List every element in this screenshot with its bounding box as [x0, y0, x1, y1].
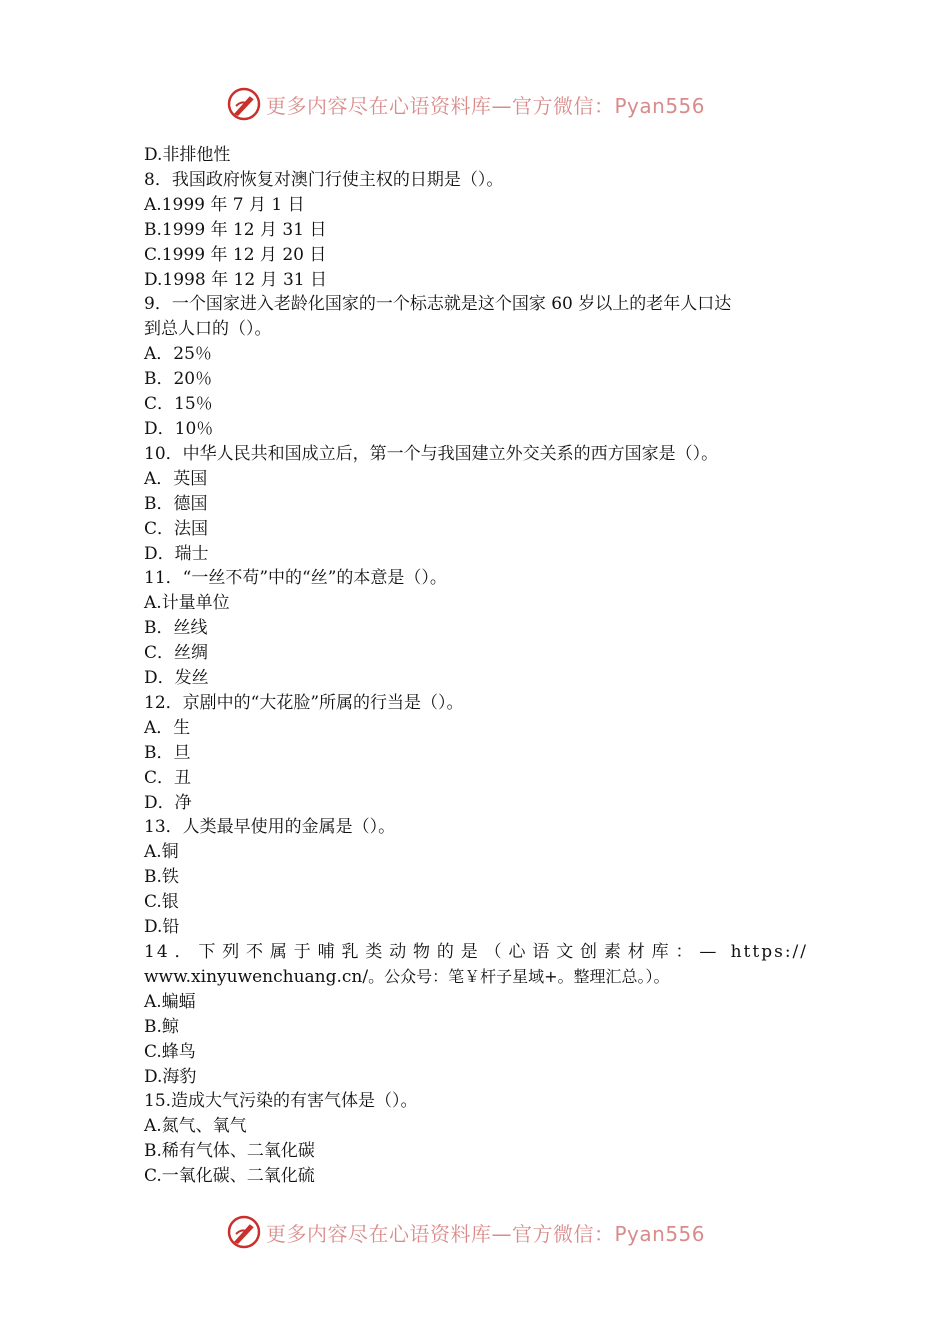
pen-logo-icon	[226, 86, 262, 122]
banner-text: 更多内容尽在心语资料库—官方微信：Pyan556	[266, 93, 706, 118]
q11-option-b: B．丝线	[144, 618, 208, 639]
q15-option-c: C.一氧化碳、二氧化硫	[144, 1166, 315, 1187]
footer-banner	[226, 1212, 705, 1252]
q15-option-b: B.稀有气体、二氧化碳	[144, 1141, 315, 1162]
q9-option-c: C．15％	[144, 394, 213, 415]
header-banner	[226, 84, 705, 124]
q9-option-a: A．25％	[144, 344, 212, 365]
q8-question: 8．我国政府恢复对澳门行使主权的日期是（）。	[144, 169, 504, 190]
q8-option-d: D.1998 年 12 月 31 日	[144, 269, 327, 290]
q7-option-d: D.非排他性	[144, 145, 231, 165]
q13-option-a: A.铜	[144, 842, 179, 863]
q12-question: 12．京剧中的“大花脸”所属的行当是（）。	[144, 692, 464, 713]
q12-option-c: C．丑	[144, 767, 192, 788]
q14-option-c: C.蜂鸟	[144, 1041, 196, 1062]
q11-option-a: A.计量单位	[144, 593, 230, 614]
q14-option-a: A.蝙蝠	[144, 991, 196, 1012]
q14-question-rest: 。公众号：笔￥杆子星域+。整理汇总。）。	[368, 966, 670, 986]
document-body	[144, 143, 808, 1189]
q15-question: 15.造成大气污染的有害气体是（）。	[144, 1091, 418, 1112]
q10-option-c: C．法国	[144, 518, 209, 539]
q13-option-d: D.铅	[144, 917, 180, 938]
q10-option-a: A．英国	[144, 468, 208, 489]
q10-question: 10．中华人民共和国成立后，第一个与我国建立外交关系的西方国家是（）。	[144, 443, 719, 464]
q13-option-c: C.银	[144, 892, 179, 913]
q9-question-line1: 9．一个国家进入老龄化国家的一个标志就是这个国家 60 岁以上的老年人口达	[144, 294, 732, 315]
q10-option-b: B．德国	[144, 493, 208, 514]
q12-option-d: D．净	[144, 792, 192, 813]
q9-question-line2: 到总人口的（）。	[144, 319, 272, 340]
q10-option-d: D．瑞士	[144, 543, 209, 564]
pen-logo-icon	[226, 1214, 262, 1250]
banner-text: 更多内容尽在心语资料库—官方微信：Pyan556	[266, 1221, 706, 1246]
q15-option-a: A.氮气、氧气	[144, 1116, 247, 1137]
q12-option-a: A．生	[144, 717, 191, 738]
q9-option-b: B．20％	[144, 369, 213, 390]
q14-url-link[interactable]: www.xinyuwenchuang.cn/	[144, 966, 369, 987]
q9-option-d: D．10％	[144, 418, 214, 439]
q8-option-b: B.1999 年 12 月 31 日	[144, 219, 327, 240]
q12-option-b: B．旦	[144, 742, 191, 763]
q14-question-line2	[144, 965, 808, 990]
q11-question: 11．“一丝不苟”中的“丝”的本意是（）。	[144, 568, 447, 589]
q14-question-line1: 14．下列不属于哺乳类动物的是（心语文创素材库：— https://	[144, 942, 808, 962]
q11-option-c: C．丝绸	[144, 643, 209, 664]
q11-option-d: D．发丝	[144, 668, 209, 689]
q8-option-c: C.1999 年 12 月 20 日	[144, 244, 327, 265]
q14-option-d: D.海豹	[144, 1066, 197, 1087]
q13-question: 13．人类最早使用的金属是（）。	[144, 817, 396, 838]
q13-option-b: B.铁	[144, 867, 179, 888]
q8-option-a: A.1999 年 7 月 1 日	[144, 194, 305, 215]
q14-option-b: B.鲸	[144, 1016, 179, 1037]
